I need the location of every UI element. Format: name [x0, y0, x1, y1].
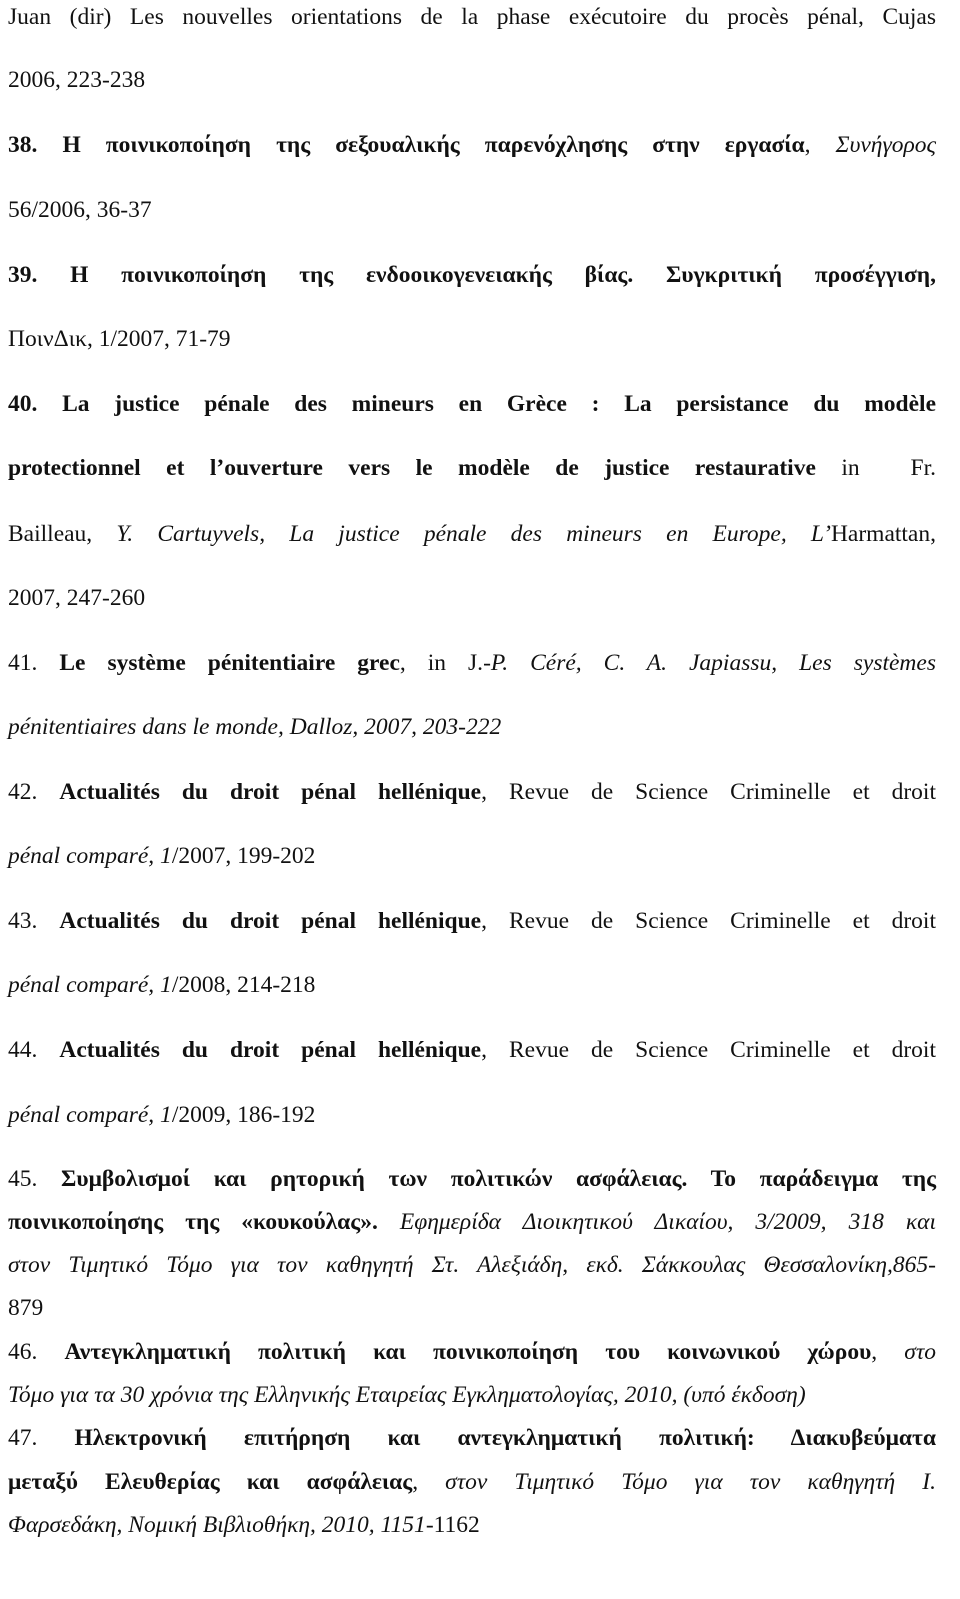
entry-39-line-1 [8, 264, 936, 288]
text: Juan (dir) Les nouvelles orientations de la phase exécutoire du procès pénal, Cujas [8, 4, 936, 30]
entry-source: Y. Cartuyvels, La justice pénale des mineurs en Europe, L’ [116, 521, 831, 547]
entry-number: 46. [8, 1339, 38, 1365]
entry-41-line-1 [8, 652, 936, 676]
text: 2006, 223-238 [8, 67, 146, 93]
text: -1162 [425, 1512, 480, 1538]
entry-37-line-2 [8, 69, 936, 93]
entry-number: 39. [8, 262, 38, 288]
entry-44-line-2 [8, 1104, 936, 1128]
entry-number: 44. [8, 1037, 38, 1063]
entry-number: 45. [8, 1166, 38, 1192]
text: 879 [8, 1295, 44, 1321]
entry-source-cont: Τόμο για τα 30 χρόνια της Ελληνικής Εταιρείας Εγκληματολογίας, 2010, (υπό έκδοση) [8, 1382, 806, 1408]
entry-38-line-1 [8, 134, 936, 158]
text: Harmattan, [830, 521, 936, 547]
entry-title: Η ποινικοποίηση της ενδοοικογενειακής βίας. Συγκριτική προσέγγιση, [70, 262, 937, 288]
entry-46-line-1 [8, 1341, 936, 1365]
entry-title: Αντεγκληματική πολιτική και ποινικοποίηση του κοινωνικού χώρου [64, 1339, 872, 1365]
entry-title: Ηλεκτρονική επιτήρηση και αντεγκληματική πολιτική: Διακυβεύματα [74, 1425, 936, 1451]
entry-source-cont: pénitentiaires dans le monde, Dalloz, 2007, 203-222 [8, 714, 502, 740]
entry-46-line-2 [8, 1384, 936, 1408]
entry-number: 43. [8, 908, 38, 934]
entry-source-cont: Φαρσεδάκη, Νομική Βιβλιοθήκη, 2010, 1151 [8, 1512, 426, 1538]
entry-42-line-1 [8, 781, 936, 805]
entry-45-line-1 [8, 1168, 936, 1192]
entry-43-line-1 [8, 910, 936, 934]
entry-47-line-1 [8, 1427, 936, 1451]
text: , Revue de Science Criminelle et droit [481, 779, 936, 805]
entry-title: Le système pénitentiaire grec [59, 650, 400, 676]
text: 2007, 247-260 [8, 585, 146, 611]
entry-40-line-2 [8, 457, 936, 481]
entry-43-line-2 [8, 974, 936, 998]
entry-title: Actualités du droit pénal hellénique [59, 779, 482, 805]
entry-47-line-3 [8, 1514, 936, 1538]
entry-39-line-2 [8, 328, 936, 352]
text: /2007, 199-202 [171, 843, 316, 869]
entry-number: 42. [8, 779, 38, 805]
entry-title: Η ποινικοποίηση της σεξουαλικής παρενόχλησης στην εργασία [62, 132, 805, 158]
entry-source: στο [904, 1339, 936, 1365]
entry-source-cont: στον Τιμητικό Τόμο για τον καθηγητή Στ. Αλεξιάδη, εκδ. Σάκκουλας Θεσσαλονίκη,865- [8, 1252, 936, 1278]
entry-title-cont: μεταξύ Ελευθερίας και ασφάλειας [8, 1469, 413, 1495]
entry-45-line-4 [8, 1297, 936, 1321]
entry-number: 40. [8, 391, 38, 417]
separator: , [871, 1339, 905, 1365]
entry-title: Actualités du droit pénal hellénique [59, 1037, 482, 1063]
entry-37-line-1 [8, 6, 936, 30]
entry-47-line-2 [8, 1471, 936, 1495]
entry-title: La justice pénale des mineurs en Grèce : La persistance du modèle [62, 391, 937, 417]
entry-42-line-2 [8, 845, 936, 869]
entry-source: στον Τιμητικό Τόμο για τον καθηγητή Ι. [445, 1469, 936, 1495]
entry-number: 47. [8, 1425, 38, 1451]
entry-number: 41. [8, 650, 38, 676]
entry-title: Actualités du droit pénal hellénique [59, 908, 482, 934]
entry-title: Συμβολισμοί και ρητορική των πολιτικών ασφάλειας. Το παράδειγμα της [61, 1166, 936, 1192]
text: ΠοινΔικ, 1/2007, 71-79 [8, 326, 231, 352]
entry-source: pénal comparé, 1 [8, 972, 172, 998]
text: Bailleau, [8, 521, 117, 547]
entry-source: Εφημερίδα Διοικητικού Δικαίου, 3/2009, 318 και [377, 1209, 936, 1235]
entry-38-line-2 [8, 199, 936, 223]
entry-45-line-2 [8, 1211, 936, 1235]
entry-source: Συνήγορος [835, 132, 937, 158]
entry-40-line-1 [8, 393, 936, 417]
entry-title-cont: ποινικοποίησης της «κουκούλας». [8, 1209, 378, 1235]
text: 56/2006, 36-37 [8, 197, 152, 223]
entry-number: 38. [8, 132, 38, 158]
text: in Fr. [815, 455, 936, 481]
text: /2009, 186-192 [171, 1102, 316, 1128]
text: /2008, 214-218 [171, 972, 316, 998]
entry-45-line-3 [8, 1254, 936, 1278]
entry-44-line-1 [8, 1039, 936, 1063]
entry-source: pénal comparé, 1 [8, 1102, 172, 1128]
entry-source: -P. Céré, C. A. Japiassu, Les systèmes [483, 650, 936, 676]
entry-title-cont: protectionnel et l’ouverture vers le modèle de justice restaurative [8, 455, 816, 481]
text: , Revue de Science Criminelle et droit [481, 908, 936, 934]
entry-source: pénal comparé, 1 [8, 843, 172, 869]
entry-40-line-4 [8, 587, 936, 611]
entry-40-line-3 [8, 523, 936, 547]
separator: , [804, 132, 836, 158]
entry-41-line-2 [8, 716, 936, 740]
separator: , [412, 1469, 446, 1495]
text: , in J. [399, 650, 484, 676]
text: , Revue de Science Criminelle et droit [481, 1037, 936, 1063]
